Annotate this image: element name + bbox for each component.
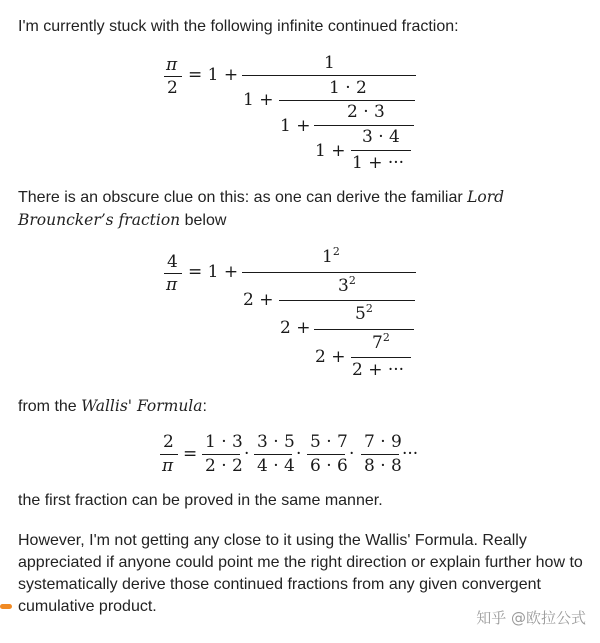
cf2-numerator-1: $1^2$	[322, 245, 340, 267]
wallis-dot-2: ·	[296, 444, 302, 464]
wallis-lhs-numerator: 2	[163, 432, 174, 452]
cf1-equals-one-plus: = 1 +	[188, 65, 239, 85]
cf1-lhs-denominator: 2	[167, 78, 178, 98]
wallis-factor-3-numerator: 5 · 7	[310, 432, 348, 452]
wallis-factor-1-denominator: 2 · 2	[205, 456, 243, 476]
wallis-text-before: from the	[18, 398, 82, 415]
clue-emphasis: Lord Brouncker’s fraction	[18, 188, 505, 229]
cf2-denominator-3-plus: 2 +	[315, 347, 346, 367]
cf2-denominator-2-plus: 2 +	[280, 318, 311, 338]
cf1-numerator-1: 1	[324, 53, 335, 73]
wallis-factor-4-denominator: 8 · 8	[364, 456, 402, 476]
wallis-lhs-denominator: π	[162, 456, 174, 476]
proof-line: the first fraction can be proved in the same manner.	[18, 492, 383, 509]
cf1-denominator-2-plus: 1 +	[280, 116, 311, 136]
cf2-numerator-4: $7^2$	[372, 331, 390, 353]
clue-text-before: There is an obscure clue on this: as one can derive the familiar	[18, 189, 468, 206]
wallis-text-after: :	[202, 398, 207, 415]
cf2-lhs-numerator: 4	[167, 252, 178, 272]
wallis-emphasis: Wallis' Formula	[81, 397, 203, 415]
wallis-factor-4-numerator: 7 · 9	[364, 432, 402, 452]
cf1-tail: 1 + ···	[352, 153, 405, 173]
wallis-dot-1: ·	[244, 444, 250, 464]
zhihu-watermark: 知乎 @欧拉公式	[476, 609, 586, 627]
closing-paragraph: However, I'm not getting any close to it using the Wallis' Formula. Really appreciated if anyone could point me the right direction or explain further how to systematically derive those continued fractions from any given convergent cumulative product.	[18, 532, 583, 615]
cf1-lhs-numerator: π	[166, 55, 178, 75]
cf2-numerator-2: $3^2$	[338, 274, 356, 296]
cf2-numerator-3: $5^2$	[355, 302, 373, 324]
wallis-factor-1-numerator: 1 · 3	[205, 432, 243, 452]
cf1-numerator-3: 2 · 3	[347, 102, 385, 122]
wallis-factor-3-denominator: 6 · 6	[310, 456, 348, 476]
cf2-tail: 2 + ···	[352, 360, 405, 380]
wallis-tail: ···	[402, 444, 419, 464]
cf1-denominator-3-plus: 1 +	[315, 141, 346, 161]
intro-paragraph: I'm currently stuck with the following infinite continued fraction:	[18, 18, 459, 35]
wallis-dot-3: ·	[349, 444, 355, 464]
wallis-equals: =	[183, 444, 198, 464]
clue-text-after: below	[180, 212, 227, 229]
cf2-equals-one-plus: = 1 +	[188, 262, 239, 282]
cf2-lhs-denominator: π	[166, 275, 178, 295]
cf2-denominator-1-plus: 2 +	[243, 290, 274, 310]
cf1-numerator-4: 3 · 4	[362, 127, 400, 147]
accent-mark	[0, 604, 12, 609]
wallis-factor-2-numerator: 3 · 5	[257, 432, 295, 452]
cf1-denominator-1-plus: 1 +	[243, 90, 274, 110]
cf1-numerator-2: 1 · 2	[329, 78, 367, 98]
wallis-factor-2-denominator: 4 · 4	[257, 456, 295, 476]
